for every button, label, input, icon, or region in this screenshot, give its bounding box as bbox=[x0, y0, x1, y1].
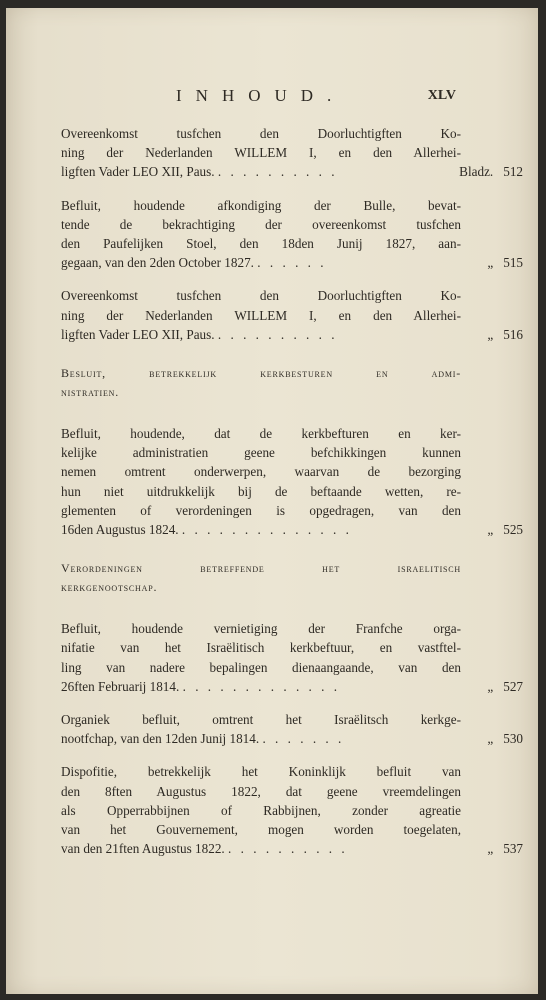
book-page bbox=[6, 8, 538, 994]
reference-label: „ bbox=[487, 841, 494, 857]
toc-entry bbox=[61, 762, 523, 858]
reference-label: Bladz. bbox=[459, 164, 494, 180]
section-heading bbox=[61, 559, 461, 597]
toc-entry-line: Befluit, houdende afkondiging der Bulle, bevat- bbox=[61, 197, 461, 213]
section-heading bbox=[61, 364, 461, 402]
page-reference bbox=[487, 729, 523, 748]
leader-dots: . . . . . . . bbox=[262, 731, 345, 747]
toc-entry-line: nifatie van het Israëlitisch kerkbeftuur, en vastftel- bbox=[61, 640, 461, 656]
toc-entry-line: glementen of verordeningen is opgedragen, van den bbox=[61, 502, 461, 518]
reference-page: 516 bbox=[503, 326, 523, 342]
toc-entry-line: Befluit, houdende, dat de kerkbefturen en ker- bbox=[61, 426, 461, 442]
toc-entry-line: gegaan, van den 2den October 1827. bbox=[61, 255, 254, 271]
page-reference bbox=[487, 253, 523, 272]
toc-entry-line: ning der Nederlanden WILLEM I, en den Allerhei- bbox=[61, 145, 461, 161]
leader-dots: . . . . . . . . . . bbox=[217, 164, 338, 180]
page-reference bbox=[487, 520, 523, 539]
toc-entry-line: als Opperrabbijnen of Rabbijnen, zonder agreatie bbox=[61, 802, 461, 818]
toc-entry-line: den 8ften Augustus 1822, dat geene vreemdelingen bbox=[61, 783, 461, 799]
page-title: INHOUD. bbox=[176, 86, 346, 105]
reference-page: 512 bbox=[503, 164, 523, 180]
reference-page: 515 bbox=[503, 255, 523, 271]
toc-entry bbox=[61, 124, 523, 182]
reference-label: „ bbox=[487, 678, 494, 694]
toc-entry bbox=[61, 710, 523, 748]
toc-entry-line: Dispofitie, betrekkelijk het Koninklijk befluit van bbox=[61, 764, 461, 780]
section-heading-line: Verordeningen betreffende het israelitisch bbox=[61, 561, 461, 576]
reference-label: „ bbox=[487, 522, 494, 538]
toc-entry bbox=[61, 286, 523, 344]
reference-page: 537 bbox=[503, 841, 523, 857]
leader-dots: . . . . . . . . . . bbox=[217, 326, 338, 342]
page-reference bbox=[487, 839, 523, 858]
toc-entry-line: van den 21ften Augustus 1822. bbox=[61, 841, 225, 857]
reference-page: 525 bbox=[503, 522, 523, 538]
page-header bbox=[6, 86, 538, 110]
reference-page: 530 bbox=[503, 731, 523, 747]
leader-dots: . . . . . . . . . . . . . . bbox=[181, 522, 352, 538]
page-reference bbox=[487, 325, 523, 344]
toc-entry-line: ning der Nederlanden WILLEM I, en den Allerhei- bbox=[61, 307, 461, 323]
toc-entry-line: ligften Vader LEO XII, Paus. bbox=[61, 164, 215, 180]
toc-entry-line: den Paufelijken Stoel, den 18den Junij 1827, aan- bbox=[61, 236, 461, 252]
toc-entry-line: Befluit, houdende vernietiging der Franfche orga- bbox=[61, 621, 461, 637]
section-heading-line: Besluit, betrekkelijk kerkbesturen en admi- bbox=[61, 366, 461, 381]
toc-entry-line: ligften Vader LEO XII, Paus. bbox=[61, 326, 215, 342]
toc-entry-line: Overeenkomst tusfchen den Doorluchtigften Ko- bbox=[61, 288, 461, 304]
toc-entry-line: van het Gouvernement, mogen worden toegelaten, bbox=[61, 822, 461, 838]
page-reference bbox=[487, 677, 523, 696]
toc-entry-line: 16den Augustus 1824. bbox=[61, 522, 179, 538]
toc-entry-line: hun niet uitdrukkelijk bij de beftaande wetten, re- bbox=[61, 483, 461, 499]
reference-label: „ bbox=[487, 731, 494, 747]
toc-entry-line: kelijke administratien geene befchikkingen kunnen bbox=[61, 445, 461, 461]
toc-entry-line: nemen omtrent onderwerpen, waarvan de bezorging bbox=[61, 464, 461, 480]
toc-entry-line: tende de bekrachtiging der overeenkomst tusfchen bbox=[61, 216, 461, 232]
toc-entry-line: Overeenkomst tusfchen den Doorluchtigften Ko- bbox=[61, 126, 461, 141]
reference-label: „ bbox=[487, 255, 494, 271]
reference-label: „ bbox=[487, 326, 494, 342]
leader-dots: . . . . . . bbox=[257, 255, 327, 271]
section-heading-line: nistratien. bbox=[61, 385, 120, 400]
toc-entry-line: Organiek befluit, omtrent het Israëlitsch kerkge- bbox=[61, 712, 461, 728]
section-heading-line: kerkgenootschap. bbox=[61, 580, 158, 595]
page-reference bbox=[459, 162, 523, 181]
leader-dots: . . . . . . . . . . bbox=[228, 841, 348, 857]
toc-entry bbox=[61, 196, 523, 273]
toc-entry-line: 26ften Februarij 1814. bbox=[61, 678, 180, 694]
reference-page: 527 bbox=[503, 678, 523, 694]
toc-entry-line: nootfchap, van den 12den Junij 1814. bbox=[61, 731, 260, 747]
toc-entry bbox=[61, 424, 523, 539]
page-number: XLV bbox=[427, 88, 456, 103]
toc-entry-line: ling van nadere bepalingen dienaangaande, van den bbox=[61, 659, 461, 675]
toc-entry bbox=[61, 619, 523, 696]
leader-dots: . . . . . . . . . . . . . bbox=[182, 678, 341, 694]
table-of-contents bbox=[61, 124, 523, 872]
